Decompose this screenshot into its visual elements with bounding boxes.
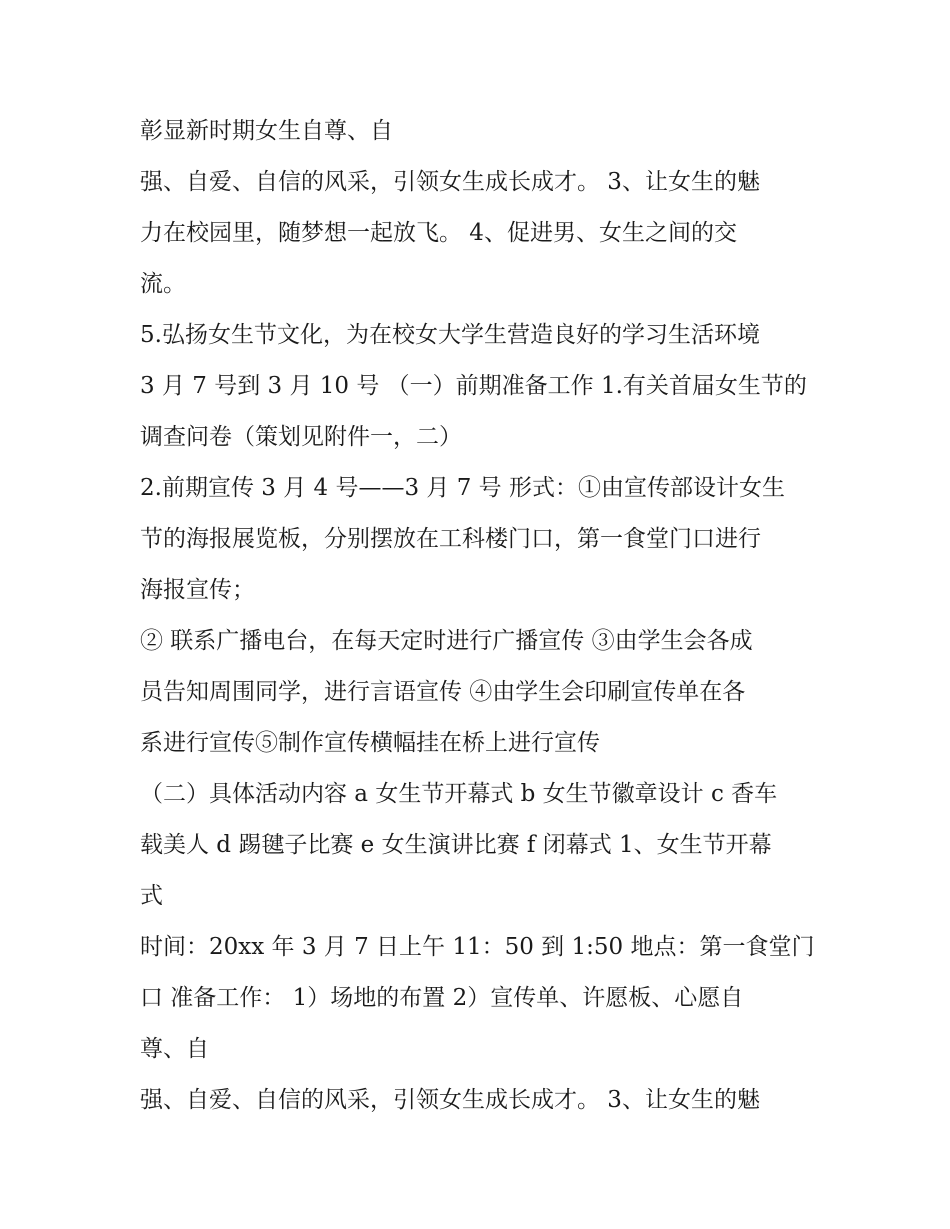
text-line: 彰显新时期女生自尊、自 <box>140 118 393 144</box>
text-line: 力在校园里，随梦想一起放飞。 4、促进男、女生之间的交 <box>140 220 737 246</box>
text-line: 口 准备工作： 1）场地的布置 2）宣传单、许愿板、心愿自 <box>140 985 744 1011</box>
text-line: （二）具体活动内容 a 女生节开幕式 b 女生节徽章设计 c 香车 <box>140 781 778 807</box>
text-line: 强、自爱、自信的风采，引领女生成长成才。 3、让女生的魅 <box>140 169 760 195</box>
text-line: 强、自爱、自信的风采，引领女生成长成才。 3、让女生的魅 <box>140 1087 760 1113</box>
text-line: 2.前期宣传 3 月 4 号——3 月 7 号 形式：①由宣传部设计女生 <box>140 475 785 501</box>
text-line: 式 <box>140 883 163 909</box>
text-line: 员告知周围同学，进行言语宣传 ④由学生会印刷宣传单在各 <box>140 679 746 705</box>
text-line: 系进行宣传⑤制作宣传横幅挂在桥上进行宣传 <box>140 730 600 756</box>
body-text <box>140 106 840 1126</box>
text-line: 3 月 7 号到 3 月 10 号 （一）前期准备工作 1.有关首届女生节的 <box>140 373 807 399</box>
text-line: 5.弘扬女生节文化，为在校女大学生营造良好的学习生活环境 <box>140 322 760 348</box>
text-line: 海报宣传； <box>140 577 255 603</box>
text-line: 时间：20xx 年 3 月 7 日上午 11：50 到 1:50 地点：第一食堂门 <box>140 934 815 960</box>
text-line: 尊、自 <box>140 1036 209 1062</box>
text-line: 流。 <box>140 271 186 297</box>
text-line: 调查问卷（策划见附件一，二） <box>140 424 462 450</box>
text-line: 节的海报展览板，分别摆放在工科楼门口，第一食堂门口进行 <box>140 526 761 552</box>
text-line: ② 联系广播电台，在每天定时进行广播宣传 ③由学生会各成 <box>140 628 753 654</box>
text-line: 载美人 d 踢毽子比赛 e 女生演讲比赛 f 闭幕式 1、女生节开幕 <box>140 832 772 858</box>
